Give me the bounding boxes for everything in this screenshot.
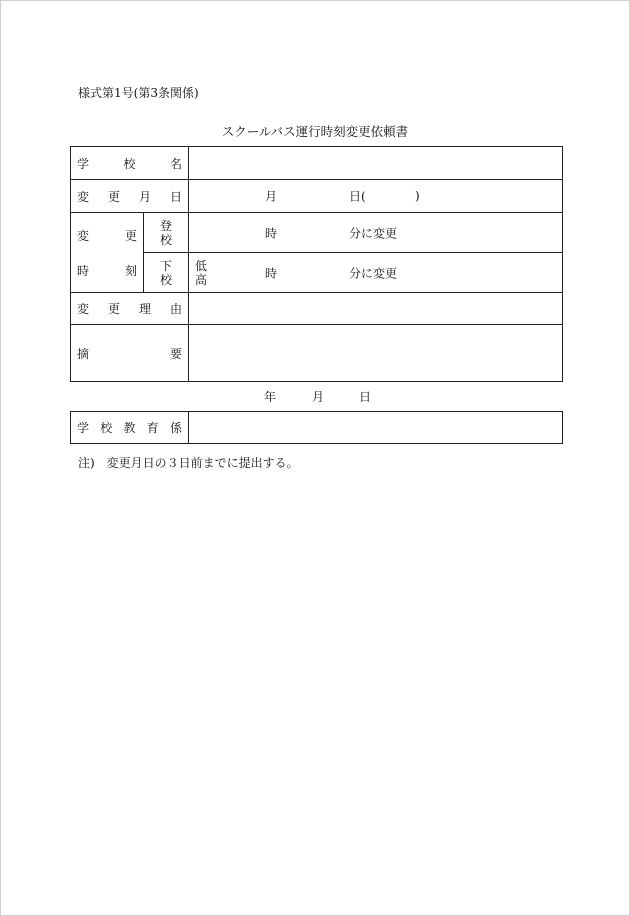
document-title: スクールバス運行時刻変更依頼書 — [221, 124, 409, 139]
staff-input[interactable] — [189, 412, 563, 444]
reason-input[interactable] — [189, 293, 563, 325]
departure-hour-unit: 時 — [265, 266, 278, 280]
change-date-input[interactable] — [189, 180, 563, 213]
school-name-input[interactable] — [189, 147, 563, 180]
staff-row — [71, 412, 563, 444]
school-name-row — [71, 147, 563, 180]
departure-suffix: 分に変更 — [349, 266, 398, 280]
summary-input[interactable] — [189, 325, 563, 382]
footnote: 注) 変更月日の３日前までに提出する。 — [78, 456, 299, 470]
month-unit-line: 月 — [312, 390, 325, 404]
form-number: 様式第1号(第3条関係) — [78, 86, 199, 100]
year-unit: 年 — [264, 390, 277, 404]
departure-time-input[interactable] — [189, 253, 563, 293]
request-form-table — [70, 146, 563, 382]
grade-selector: 低 高 — [195, 258, 208, 287]
reason-label: 変 更 理 由 — [71, 293, 189, 325]
school-name-label: 学 校 名 — [71, 147, 189, 180]
staff-table — [70, 411, 563, 444]
close-paren: ) — [415, 189, 420, 203]
change-date-row — [71, 180, 563, 213]
departure-time-row — [71, 253, 563, 293]
day-unit: 日( — [349, 189, 366, 204]
arrival-hour-unit: 時 — [265, 226, 278, 240]
staff-label: 学 校 教 育 係 — [71, 412, 189, 444]
change-date-label: 変 更 月 日 — [71, 180, 189, 213]
day-unit-line: 日 — [359, 390, 372, 404]
summary-label: 摘 要 — [71, 325, 189, 382]
reason-row — [71, 293, 563, 325]
change-time-label: 変 更 時 刻 — [71, 213, 144, 293]
arrival-time-row — [71, 213, 563, 253]
month-unit: 月 — [265, 189, 278, 204]
arrival-time-input[interactable] — [189, 213, 563, 253]
arrival-label: 登 校 — [144, 213, 189, 253]
departure-label: 下 校 — [144, 253, 189, 293]
summary-row — [71, 325, 563, 382]
arrival-suffix: 分に変更 — [349, 226, 398, 240]
